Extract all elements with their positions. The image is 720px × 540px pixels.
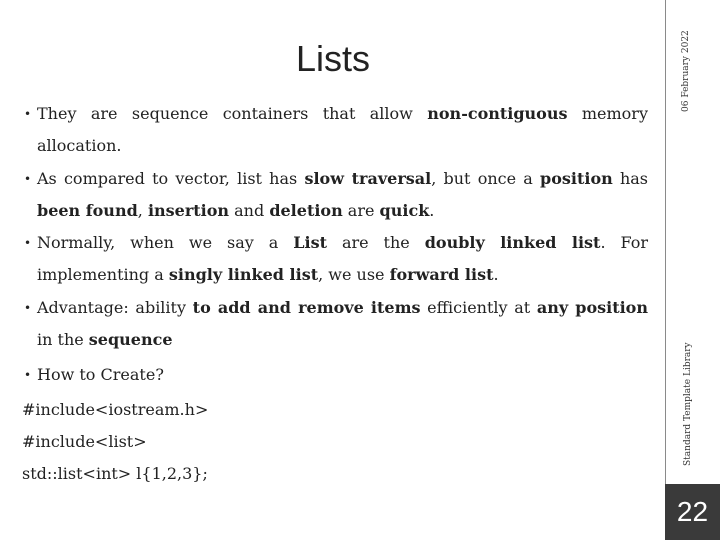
bullet-text — [37, 163, 648, 227]
bullet-text-run: Advantage: ability — [37, 298, 193, 317]
bullet-emphasis: doubly linked list — [424, 233, 601, 252]
bullet-dot: • — [24, 236, 32, 250]
bullet-text-run: memory allocation. — [37, 104, 648, 155]
page-number: 22 — [676, 496, 709, 527]
bullet-dot: • — [24, 301, 32, 315]
bullet-item — [24, 359, 648, 391]
bullet-dot: • — [24, 107, 32, 121]
slide-title: Lists — [296, 38, 371, 79]
code-line-include-list: #include<list> — [22, 432, 147, 451]
bullet-text-run: How to Create? — [37, 365, 164, 384]
bullet-text-run: has — [612, 169, 649, 188]
side-divider — [665, 0, 666, 496]
code-line-list-declaration: std::list<int> l{1,2,3}; — [22, 464, 208, 483]
bullet-text-run: are — [342, 201, 380, 220]
bullet-emphasis: non-contiguous — [427, 104, 568, 123]
bullet-text — [37, 98, 648, 162]
bullet-emphasis: forward list — [389, 265, 494, 284]
bullet-text — [37, 292, 648, 356]
bullet-emphasis: quick — [379, 201, 430, 220]
bullet-dot: • — [24, 172, 32, 186]
bullet-dot: • — [24, 368, 32, 382]
code-line-include-iostream: #include<iostream.h> — [22, 400, 209, 419]
bullet-emphasis: any position — [536, 298, 648, 317]
bullet-emphasis: to add and remove items — [192, 298, 421, 317]
page-number-box — [665, 484, 720, 540]
slide-date: 06 February 2022 — [681, 30, 691, 112]
bullet-text-run: , but once a — [431, 169, 541, 188]
bullet-emphasis: position — [540, 169, 613, 188]
bullet-text-run: . — [493, 265, 499, 284]
bullet-emphasis: insertion — [147, 201, 230, 220]
bullet-item — [24, 292, 648, 356]
bullet-text-run: and — [229, 201, 270, 220]
bullet-text-run: , we use — [318, 265, 390, 284]
bullet-emphasis: been found — [37, 201, 138, 220]
bullet-text-run: Normally, when we say a — [37, 233, 294, 252]
bullet-item — [24, 98, 648, 162]
bullet-emphasis: List — [293, 233, 327, 252]
bullet-text-run: . — [429, 201, 435, 220]
bullet-emphasis: singly linked list — [168, 265, 319, 284]
bullet-emphasis: deletion — [269, 201, 343, 220]
bullet-text-run: efficiently at — [420, 298, 537, 317]
slide-section-label: Standard Template Library — [683, 342, 693, 466]
bullet-text-run: , — [137, 201, 148, 220]
bullet-text-run: are the — [327, 233, 425, 252]
bullet-text-run: . For implementing a — [37, 233, 648, 284]
bullet-text-run: They are sequence containers that allow — [37, 104, 428, 123]
bullet-text — [37, 227, 648, 291]
bullet-emphasis: sequence — [88, 330, 173, 349]
bullet-item — [24, 227, 648, 291]
bullet-text-run: As compared to vector, list has — [37, 169, 305, 188]
bullet-text-run: in the — [37, 330, 89, 349]
bullet-item — [24, 163, 648, 227]
bullet-text — [37, 359, 648, 391]
bullet-emphasis: slow traversal — [304, 169, 432, 188]
